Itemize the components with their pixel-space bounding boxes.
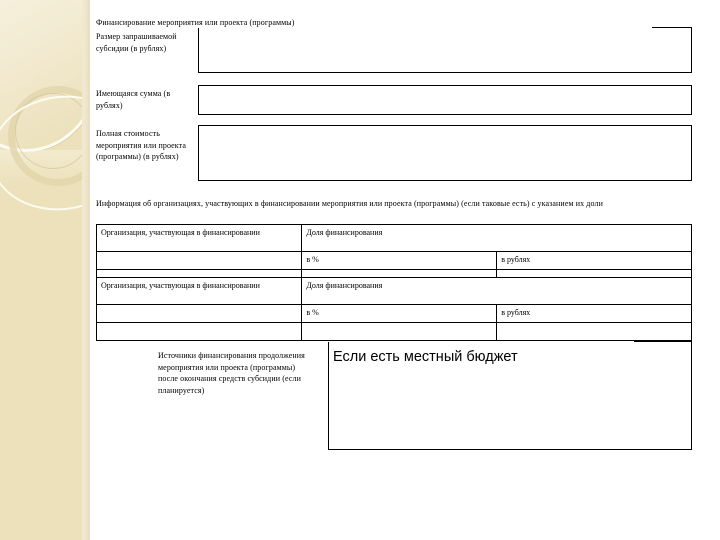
box-top-stub bbox=[652, 27, 692, 28]
footer-note-text: Если есть местный бюджет bbox=[333, 349, 518, 365]
field-input-requested-subsidy[interactable] bbox=[198, 28, 692, 73]
slide-title: Финансирование мероприятия или проекта (программы) bbox=[96, 18, 295, 27]
field-input-available-amount[interactable] bbox=[198, 85, 692, 115]
decorative-sidebar bbox=[0, 0, 90, 540]
field-label-available-amount: Имеющаяся сумма (в рублях) bbox=[96, 89, 171, 110]
table-row bbox=[97, 278, 692, 305]
table-row bbox=[97, 323, 692, 341]
sidebar-edge-stripe bbox=[82, 0, 90, 540]
field-label-total-cost: Полная стоимость мероприятия или проекта (программы) (в рублях) bbox=[96, 129, 187, 161]
table-header-organization: Организация, участвующая в финансировании bbox=[97, 278, 302, 305]
field-input-total-cost[interactable] bbox=[198, 125, 692, 181]
table-row bbox=[97, 252, 692, 270]
table-cell-organization-spacer bbox=[97, 252, 302, 270]
table-header-organization: Организация, участвующая в финансировании bbox=[97, 225, 302, 252]
slide-content bbox=[90, 0, 720, 540]
table-cell-organization-spacer bbox=[97, 305, 302, 323]
section-intro-text: Информация об организациях, участвующих в финансировании мероприятия или проекта (программы) (если таковые есть) с указанием их доли bbox=[96, 199, 603, 208]
table-header-share: Доля финансирования bbox=[302, 225, 692, 252]
table-input-organization-2[interactable] bbox=[97, 323, 302, 341]
financing-table-block-2 bbox=[96, 277, 692, 341]
field-label-requested-subsidy: Размер запрашиваемой субсидии (в рублях) bbox=[96, 32, 177, 53]
table-row bbox=[97, 225, 692, 252]
table-row bbox=[97, 305, 692, 323]
table-unit-percent: в % bbox=[302, 305, 497, 323]
table-header-share: Доля финансирования bbox=[302, 278, 692, 305]
table-unit-rubles: в рублях bbox=[497, 252, 692, 270]
table-unit-rubles: в рублях bbox=[497, 305, 692, 323]
footer-label-continuation-sources: Источники финансирования продолжения мероприятия или проекта (программы) после окончания средств субсидии (если планируется) bbox=[158, 351, 305, 395]
table-unit-percent: в % bbox=[302, 252, 497, 270]
table-input-share-rubles-2[interactable] bbox=[497, 323, 692, 341]
table-input-share-percent-2[interactable] bbox=[302, 323, 497, 341]
box-top-stub bbox=[634, 341, 692, 342]
